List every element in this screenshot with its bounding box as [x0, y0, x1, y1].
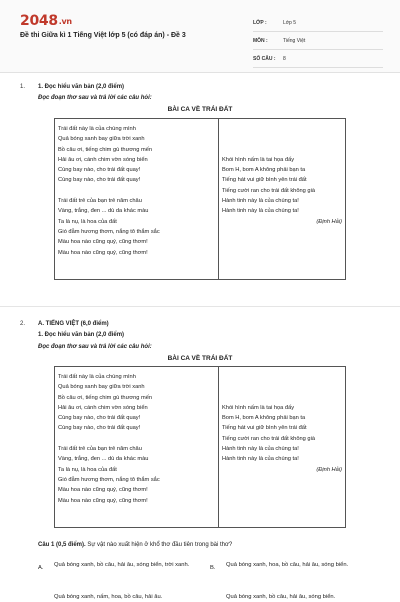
site-logo[interactable]: 2048.vn: [20, 13, 72, 29]
poem-line: Hành tinh này là của chúng ta!: [222, 446, 299, 453]
poem-title: BÀI CA VỀ TRÁI ĐẤT: [167, 355, 233, 362]
poem-line: Trái đất này là của chúng mình: [58, 126, 136, 132]
poem-line: Gió đẫm hương thơm, nắng tô thắm sắc: [58, 476, 160, 483]
poem-line: Màu hoa nào cũng quý, cũng thơm!: [58, 487, 148, 494]
poem-left-column: [58, 124, 216, 258]
poem-table: [54, 118, 346, 280]
poem-line: Trái đất này là của chúng mình: [58, 374, 136, 380]
poem-line: Bom H, bom A không phải bạn ta: [222, 167, 306, 174]
section-instruction: Đọc đoạn thơ sau và trả lời các câu hỏi:: [38, 344, 152, 350]
poem-line: Cùng bay nào, cho trái đất quay!: [58, 415, 141, 422]
poem-line: Cùng bay nào, cho trái đất quay!: [58, 167, 141, 174]
poem-line: Hành tinh này là của chúng ta!: [222, 456, 299, 463]
poem-line: Quả bóng xanh bay giữa trời xanh: [58, 384, 145, 391]
poem-line: Ta là nụ, là hoa của đất: [58, 218, 117, 225]
poem-line: Tiếng cười ran cho trái đất không già: [222, 187, 316, 194]
poem-line: Bồ câu ơi, tiếng chim gù thương mến: [58, 394, 153, 401]
poem-line: [222, 372, 342, 382]
meta-class: LỚP : Lớp 5: [253, 14, 383, 32]
poem-line: [222, 124, 342, 134]
page-header: [0, 0, 400, 73]
poem-line: Tiếng hát vui giữ bình yên trái đất: [222, 177, 307, 184]
poem-line: Cùng bay nào, cho trái đất quay!: [58, 177, 141, 184]
poem-line: Trái đất trẻ của bạn trẻ năm châu: [58, 198, 142, 205]
section-subheading: 1. Đọc hiểu văn bản (2,0 điểm): [38, 332, 125, 338]
poem-line: Màu hoa nào cũng quý, cũng thơm!: [58, 497, 148, 504]
table-divider: [218, 119, 219, 279]
poem-line: Ta là nụ, là hoa của đất: [58, 466, 117, 473]
poem-author: (Định Hải): [316, 466, 342, 473]
divider: [0, 306, 400, 307]
poem-right-column: [222, 372, 342, 475]
exam-title: Đề thi Giữa kì 1 Tiếng Việt lớp 5 (có đáp án) - Đề 3: [20, 32, 186, 39]
poem-line: [222, 393, 342, 403]
poem-line: Gió đẫm hương thơm, nắng tô thắm sắc: [58, 228, 160, 235]
poem-left-column: [58, 372, 216, 506]
poem-line: Cùng bay nào, cho trái đất quay!: [58, 425, 141, 432]
poem-line: [222, 382, 342, 392]
poem-line: Khói hình nấm là tai họa đấy: [222, 404, 295, 411]
poem-line: Hải âu ơi, cánh chim vờn sóng biển: [58, 156, 148, 163]
poem-line: Hải âu ơi, cánh chim vờn sóng biển: [58, 404, 148, 411]
poem-line: [222, 145, 342, 155]
poem-line: Màu hoa nào cũng quý, cũng thơm!: [58, 249, 148, 256]
poem-line: Tiếng cười ran cho trái đất không già: [222, 435, 316, 442]
section-heading: 1. Đọc hiểu văn bản (2,0 điểm): [38, 84, 125, 90]
meta-subject: MÔN : Tiếng Việt: [253, 32, 383, 50]
table-divider: [218, 367, 219, 527]
meta-question-count: SỐ CÂU : 8: [253, 50, 383, 68]
poem-line: [58, 434, 216, 444]
poem-line: Màu hoa nào cũng quý, cũng thơm!: [58, 239, 148, 246]
poem-line: Hành tinh này là của chúng ta!: [222, 208, 299, 215]
question-number: 2.: [20, 321, 26, 327]
question-1: Câu 1 (0,5 điểm). Sự vật nào xuất hiện ở khổ thơ đầu tiên trong bài thơ?: [38, 542, 233, 548]
poem-line: Bồ câu ơi, tiếng chim gù thương mến: [58, 146, 153, 153]
poem-line: Bom H, bom A không phải bạn ta: [222, 415, 306, 422]
poem-author: (Định Hải): [316, 218, 342, 225]
poem-title: BÀI CA VỀ TRÁI ĐẤT: [167, 106, 233, 113]
poem-line: [58, 186, 216, 196]
poem-line: Vàng, trắng, đen ... dù da khác màu: [58, 208, 149, 215]
question-number: 1.: [20, 84, 26, 90]
section-heading: A. TIẾNG VIỆT (6,0 điểm): [38, 321, 109, 327]
section-instruction: Đọc đoạn thơ sau và trả lời các câu hỏi:: [38, 95, 152, 101]
poem-table: [54, 366, 346, 528]
poem-line: [222, 134, 342, 144]
poem-line: Vàng, trắng, đen ... dù da khác màu: [58, 456, 149, 463]
poem-line: Hành tinh này là của chúng ta!: [222, 198, 299, 205]
poem-right-column: [222, 124, 342, 227]
exam-meta: [253, 14, 383, 68]
poem-line: Khói hình nấm là tai họa đấy: [222, 156, 295, 163]
poem-line: Quả bóng xanh bay giữa trời xanh: [58, 136, 145, 143]
poem-line: Tiếng hát vui giữ bình yên trái đất: [222, 425, 307, 432]
poem-line: Trái đất trẻ của bạn trẻ năm châu: [58, 446, 142, 453]
